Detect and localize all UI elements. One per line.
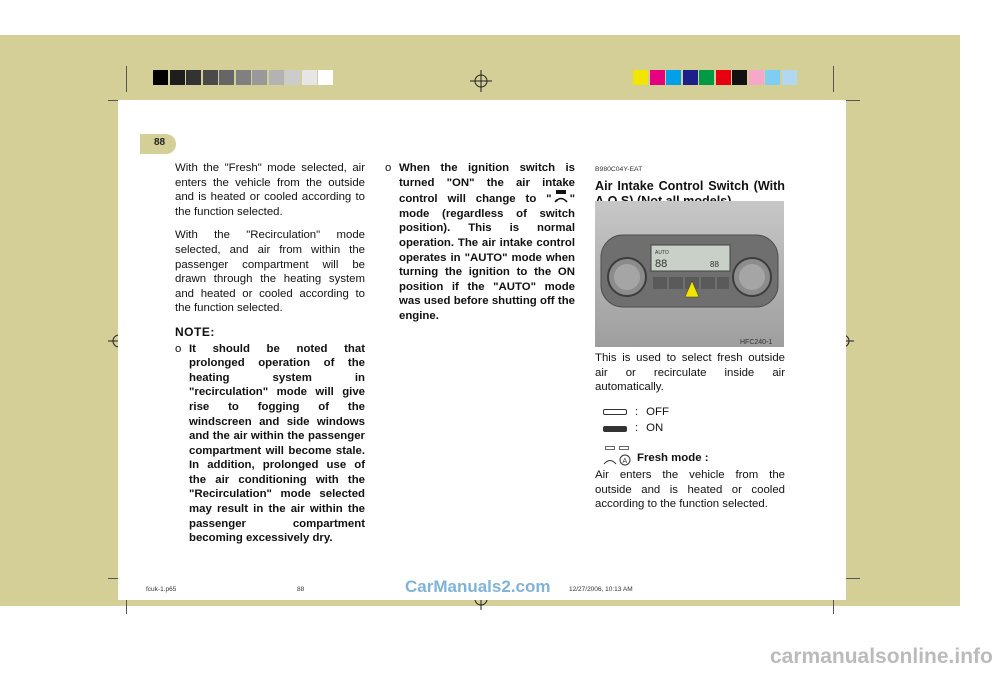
legend-on-label: ON [646,422,664,435]
section-title: Air Intake Control Switch (With [595,178,785,193]
chapter-title: CONTROLS AND EQUIPMENT [163,117,294,127]
bullet-item [385,161,575,324]
paragraph: Air enters the vehicle from the outside and is heated or cooled according to the function selected. [595,468,785,511]
column-middle [385,161,575,324]
panel-button [717,277,729,289]
watermark-bottom: carmanualsonline.info [770,645,993,668]
panel-button [669,277,683,289]
bullet: o [175,342,182,355]
watermark-top: CarManuals2.com [405,577,551,596]
footer-file: fcuk-1.p65 [146,586,177,593]
paragraph: With the "Fresh" mode selected, air enters the vehicle from the outside and is heated or cooled according to the function selected. [175,162,365,218]
bullet-text-part: " mode (regardless of switch position). This is normal operation. The air intake control operates in "AUTO" mode when turning the ignition to the ON position if the "AUTO" mode was used before shutting off the engine. [399,193,575,322]
column-right-body [595,351,785,521]
panel-auto-label: AUTO [655,250,669,256]
panel-button [701,277,715,289]
note-title: NOTE: [175,324,215,339]
section-code: B980C04Y-EAT [595,166,643,173]
chapter-header [148,106,294,131]
fresh-mode-row [595,446,785,466]
panel-button [653,277,667,289]
climate-control-panel-image [595,201,784,347]
footer-date: 12/27/2006, 10:13 AM [569,586,633,593]
chapter-number: 1 [148,106,161,131]
legend-off-label: OFF [646,405,669,418]
paragraph: This is used to select fresh outside air or recirculate inside air automatically. [595,352,785,394]
panel-right-temp: 88 [710,260,719,269]
crop-mark [126,66,127,92]
crop-mark [833,66,834,92]
column-left [175,161,365,546]
fresh-mode-title: Fresh mode : [637,451,709,464]
note-text: It should be noted that prolonged operation of the heating system in "recirculation" mode will give rise to fogging of the windscreen and side windows and the air within the passenger compartment will become stale. In addition, prolonged use of the air conditioning with the "Recirculation" mode selected may result in the air within the passenger compartment becoming excessively dry. [189,342,365,545]
indicator-on-icon [603,426,627,432]
registration-mark-icon [470,70,492,92]
panel-left-temp: 88 [655,258,668,270]
indicator-off-icon [603,409,627,415]
grayscale-color-bar [153,70,335,85]
auto-badge: A [622,457,628,465]
legend-off: : OFF [595,405,785,420]
paragraph: With the "Recirculation" mode selected, and air from within the passenger compartment will be drawn through the heating system and heated or cooled according to the function selected. [175,229,365,315]
note-item [175,342,365,546]
image-label: HFC240-1 [740,339,773,346]
bullet-text-part: When the ignition switch is turned "ON" the air intake control will change to " [399,162,575,206]
page-number: 88 [154,137,166,148]
climate-panel-illustration [595,201,784,347]
legend-on: : ON [595,421,785,436]
cmyk-color-bar [633,70,798,85]
bullet: o [385,162,392,174]
footer-page: 88 [297,586,305,593]
fresh-mode-icon [595,446,637,466]
recirculation-mode-icon [552,190,570,204]
